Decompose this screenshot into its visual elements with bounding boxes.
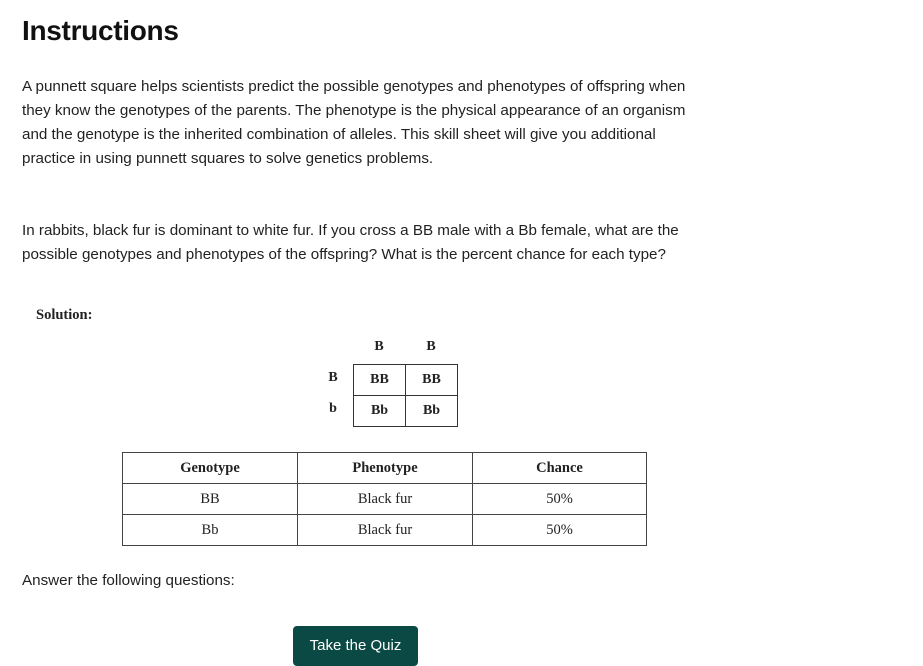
header-genotype: Genotype — [123, 453, 298, 484]
chance-cell: 50% — [473, 515, 647, 546]
chance-cell: 50% — [473, 484, 647, 515]
phenotype-cell: Black fur — [298, 484, 473, 515]
results-table — [122, 452, 647, 546]
table-row — [123, 484, 647, 515]
phenotype-cell: Black fur — [298, 515, 473, 546]
take-quiz-button[interactable]: Take the Quiz — [293, 626, 418, 666]
punnett-cell: Bb — [406, 396, 458, 427]
top-allele-2: B — [426, 339, 436, 354]
side-allele-2: b — [329, 401, 337, 416]
header-phenotype: Phenotype — [298, 453, 473, 484]
genotype-cell: BB — [123, 484, 298, 515]
punnett-cell: Bb — [354, 396, 406, 427]
punnett-grid — [353, 364, 458, 427]
intro-paragraph: A punnett square helps scientists predict the possible genotypes and phenotypes of offspring when they know the genotypes of the parents. The phenotype is the physical appearance of an organism and the genotype is the inherited combination of alleles. This skill sheet will give you additional practice in using punnett squares to solve genetics problems. — [22, 78, 686, 167]
answer-prompt: Answer the following questions: — [22, 572, 235, 589]
punnett-cell: BB — [354, 365, 406, 396]
page-title: Instructions — [22, 15, 179, 46]
punnett-cell: BB — [406, 365, 458, 396]
side-allele-1: B — [328, 370, 338, 385]
genotype-cell: Bb — [123, 515, 298, 546]
problem-paragraph: In rabbits, black fur is dominant to white fur. If you cross a BB male with a Bb female, what are the possible genotypes and phenotypes of the offspring? What is the percent chance for each type? — [22, 222, 679, 263]
header-chance: Chance — [473, 453, 647, 484]
solution-label: Solution: — [36, 307, 93, 323]
table-header-row — [123, 453, 647, 484]
top-allele-1: B — [374, 339, 384, 354]
table-row — [123, 515, 647, 546]
